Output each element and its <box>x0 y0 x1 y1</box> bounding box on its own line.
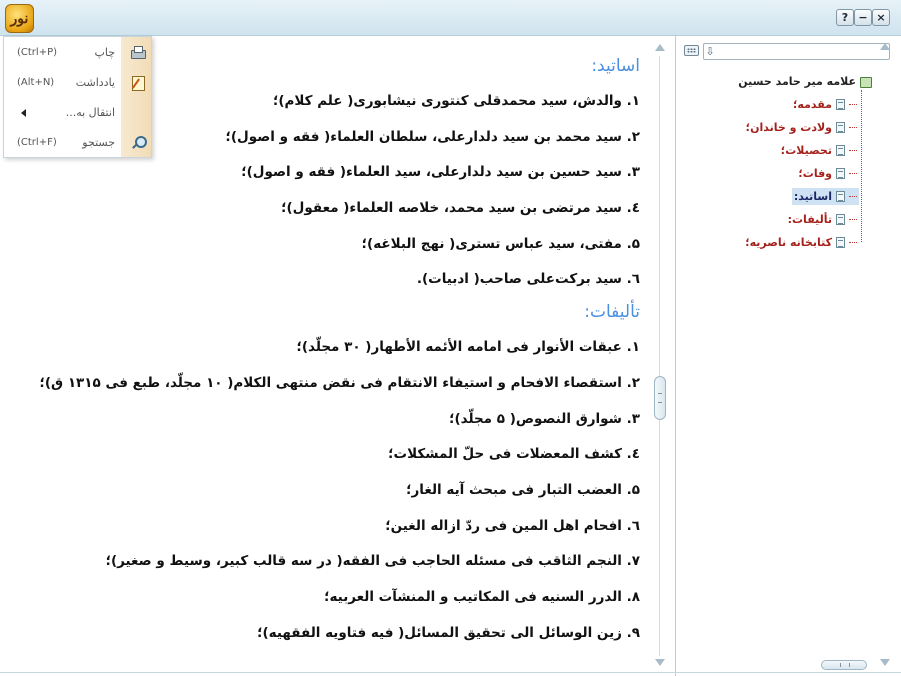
table-of-contents-tree <box>676 70 876 260</box>
menu-shortcut: (Alt+N) <box>17 77 55 88</box>
horizontal-scroll-thumb[interactable] <box>821 660 867 670</box>
document-icon <box>836 237 845 248</box>
minimize-button[interactable]: − <box>854 9 872 26</box>
tree-branch <box>849 219 857 220</box>
tree-item-label: تحصیلات؛ <box>780 144 832 157</box>
list-item: ٤. سید مرتضی بن سید محمد، خلاصه العلماء( معقول)؛ <box>281 200 640 217</box>
tree-scrollbar[interactable] <box>878 36 892 676</box>
document-icon <box>836 99 845 110</box>
close-button[interactable]: × <box>872 9 890 26</box>
tree-item-death[interactable] <box>796 165 859 182</box>
list-item: ۱. والدش، سید محمدقلی کنتوری نیشابوری( علم کلام)؛ <box>272 93 640 109</box>
scroll-down-arrow-icon[interactable] <box>880 659 890 666</box>
scroll-thumb[interactable] <box>654 376 666 420</box>
list-item: ۹. زین الوسائل الی تحقیق المسائل( فیه فتاویه الفقهیه)؛ <box>257 624 640 641</box>
tree-item-label: مقدمه؛ <box>793 98 832 111</box>
tree-item-label: ولادت و خاندان؛ <box>745 121 832 134</box>
menu-item-search[interactable] <box>4 128 153 158</box>
list-item: ۲. استقصاء الافحام و استیفاء الانتقام فی نقض منتهی الکلام( ۱۰ مجلّد، طبع فی ۱۳۱۵ ق)؛ <box>39 374 640 391</box>
menu-item-label: یادداشت <box>75 76 115 89</box>
tree-item-label: کتابخانه ناصریه؛ <box>745 236 832 249</box>
document-icon <box>836 191 845 202</box>
document-icon <box>836 214 845 225</box>
tree-item-birth[interactable] <box>744 119 859 136</box>
list-item: ٦. افحام اهل المین فی ردّ ازاله الغین؛ <box>385 517 640 534</box>
tree-branch <box>849 173 857 174</box>
scroll-track[interactable] <box>659 56 660 656</box>
list-item: ۵. العضب التبار فی مبحث آیه الغار؛ <box>406 481 640 498</box>
tree-item-introduction[interactable] <box>791 96 859 113</box>
tree-branch <box>849 127 857 128</box>
list-item: ٤. کشف المعضلات فی حلّ المشکلات؛ <box>388 446 640 463</box>
section-title-works: تألیفات: <box>584 302 640 323</box>
list-item: ٦. سید برکت‌علی صاحب( ادبیات). <box>416 271 640 288</box>
note-icon <box>130 75 146 91</box>
search-arrow-icon[interactable]: ⇩ <box>705 45 715 58</box>
list-item: ۸. الدرر السنیه فی المکاتیب و المنشآت العربیه؛ <box>324 588 640 605</box>
context-menu <box>3 36 152 158</box>
section-title-teachers: اساتید: <box>591 56 640 76</box>
list-item: ۲. سید محمد بن سید دلدارعلی، سلطان العلماء( فقه و اصول)؛ <box>225 128 640 145</box>
document-icon <box>836 145 845 156</box>
magnifier-icon <box>130 135 146 151</box>
scroll-down-arrow-icon[interactable] <box>655 659 665 666</box>
tree-item-label: اساتید: <box>793 190 832 203</box>
title-bar <box>0 0 901 36</box>
tree-root[interactable] <box>738 74 872 90</box>
menu-item-label: چاپ <box>94 46 115 59</box>
keyboard-icon[interactable] <box>684 45 699 56</box>
menu-shortcut: (Ctrl+P) <box>17 47 58 58</box>
tree-root-label: علامه میر حامد حسین <box>738 75 856 88</box>
menu-item-note[interactable] <box>4 68 153 98</box>
content-scrollbar[interactable] <box>652 36 668 676</box>
menu-item-label: انتقال به... <box>65 106 115 119</box>
submenu-arrow-icon <box>21 109 26 117</box>
tree-item-education[interactable] <box>779 142 859 159</box>
list-item: ۷. النجم الثاقب فی مسئله الحاجب فی الفقه( در سه قالب کبیر، وسیط و صغیر)؛ <box>105 553 640 570</box>
book-icon <box>860 77 872 88</box>
tree-item-label: وفات؛ <box>798 167 832 180</box>
tree-item-works[interactable] <box>786 211 859 228</box>
list-item: ۳. شوارق النصوص( ۵ مجلّد)؛ <box>449 410 640 427</box>
menu-shortcut: (Ctrl+F) <box>17 137 57 148</box>
tree-item-label: تألیفات: <box>787 213 832 226</box>
scroll-up-arrow-icon[interactable] <box>880 43 890 50</box>
menu-item-label: جستجو <box>82 136 115 149</box>
menu-item-print[interactable] <box>4 38 153 68</box>
list-item: ۱. عبقات الأنوار فی امامه الأئمه الأطهار( ۳۰ مجلّد)؛ <box>296 339 640 356</box>
document-icon <box>836 122 845 133</box>
tree-branch <box>849 196 857 197</box>
printer-icon <box>130 45 146 61</box>
app-logo[interactable]: نور <box>5 4 34 33</box>
tree-branch <box>849 150 857 151</box>
list-item: ۳. سید حسین بن سید دلدارعلی، سید العلماء( فقه و اصول)؛ <box>241 164 640 181</box>
scroll-up-arrow-icon[interactable] <box>655 44 665 51</box>
menu-item-go-to[interactable] <box>4 98 153 128</box>
tree-item-teachers[interactable] <box>792 188 859 205</box>
tree-branch <box>849 104 857 105</box>
list-item: ۵. مفتی، سید عباس تستری( نهج البلاغه)؛ <box>361 235 640 252</box>
search-input[interactable] <box>703 43 890 60</box>
tree-branch <box>849 242 857 243</box>
tree-item-library[interactable] <box>743 234 859 251</box>
bottom-border <box>0 672 901 673</box>
document-icon <box>836 168 845 179</box>
help-button[interactable]: ? <box>836 9 854 26</box>
tree-connector <box>861 90 862 242</box>
